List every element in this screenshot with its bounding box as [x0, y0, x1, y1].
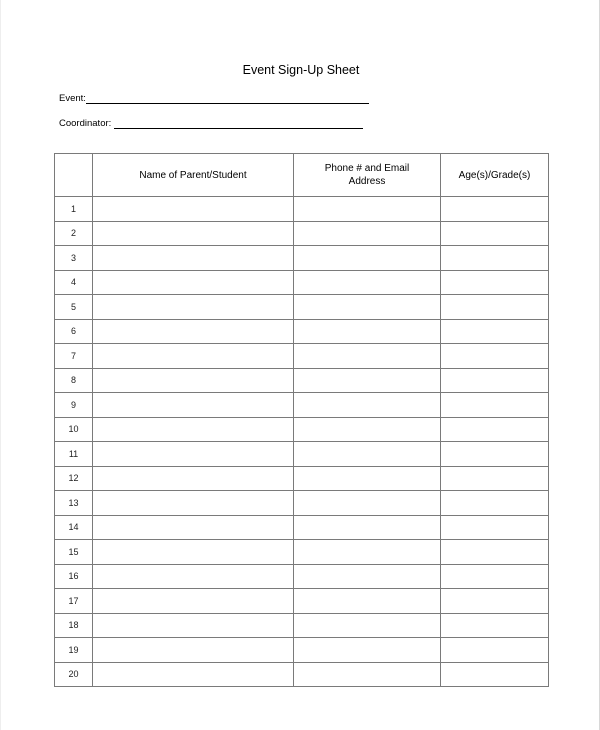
name-cell[interactable] — [93, 515, 294, 540]
phone-email-cell[interactable] — [294, 246, 441, 271]
age-grade-cell[interactable] — [441, 246, 549, 271]
age-grade-cell[interactable] — [441, 393, 549, 418]
age-grade-cell[interactable] — [441, 466, 549, 491]
age-grade-cell[interactable] — [441, 638, 549, 663]
row-number-cell: 5 — [55, 295, 93, 320]
table-row — [55, 246, 549, 271]
name-cell[interactable] — [93, 270, 294, 295]
phone-email-cell[interactable] — [294, 540, 441, 565]
header-name-label: Name of Parent/Student — [139, 169, 247, 181]
name-cell[interactable] — [93, 197, 294, 222]
header-phone-label: Phone # and Email Address — [324, 163, 410, 187]
age-grade-cell[interactable] — [441, 515, 549, 540]
name-cell[interactable] — [93, 344, 294, 369]
age-grade-cell[interactable] — [441, 442, 549, 467]
phone-email-cell[interactable] — [294, 564, 441, 589]
event-field — [59, 93, 369, 104]
coordinator-field — [59, 118, 363, 129]
table-row — [55, 221, 549, 246]
phone-email-cell[interactable] — [294, 368, 441, 393]
header-phone — [294, 154, 441, 197]
phone-email-cell[interactable] — [294, 344, 441, 369]
age-grade-cell[interactable] — [441, 270, 549, 295]
phone-email-cell[interactable] — [294, 393, 441, 418]
age-grade-cell[interactable] — [441, 295, 549, 320]
table-row — [55, 319, 549, 344]
table-row — [55, 417, 549, 442]
row-number-cell: 3 — [55, 246, 93, 271]
name-cell[interactable] — [93, 613, 294, 638]
table-row — [55, 638, 549, 663]
table-row — [55, 613, 549, 638]
name-cell[interactable] — [93, 246, 294, 271]
phone-email-cell[interactable] — [294, 442, 441, 467]
row-number-cell: 2 — [55, 221, 93, 246]
row-number-cell: 18 — [55, 613, 93, 638]
name-cell[interactable] — [93, 540, 294, 565]
name-cell[interactable] — [93, 589, 294, 614]
table-row — [55, 197, 549, 222]
phone-email-cell[interactable] — [294, 197, 441, 222]
table-header-row — [55, 154, 549, 197]
row-number-cell: 9 — [55, 393, 93, 418]
name-cell[interactable] — [93, 393, 294, 418]
name-cell[interactable] — [93, 466, 294, 491]
age-grade-cell[interactable] — [441, 197, 549, 222]
table-row — [55, 515, 549, 540]
age-grade-cell[interactable] — [441, 319, 549, 344]
age-grade-cell[interactable] — [441, 221, 549, 246]
age-grade-cell[interactable] — [441, 564, 549, 589]
table-row — [55, 491, 549, 516]
table-row — [55, 393, 549, 418]
table-row — [55, 540, 549, 565]
table-row — [55, 295, 549, 320]
age-grade-cell[interactable] — [441, 417, 549, 442]
phone-email-cell[interactable] — [294, 638, 441, 663]
name-cell[interactable] — [93, 442, 294, 467]
name-cell[interactable] — [93, 319, 294, 344]
age-grade-cell[interactable] — [441, 540, 549, 565]
name-cell[interactable] — [93, 491, 294, 516]
age-grade-cell[interactable] — [441, 613, 549, 638]
header-name — [93, 154, 294, 197]
phone-email-cell[interactable] — [294, 613, 441, 638]
row-number-cell: 20 — [55, 662, 93, 687]
name-cell[interactable] — [93, 221, 294, 246]
name-cell[interactable] — [93, 295, 294, 320]
phone-email-cell[interactable] — [294, 221, 441, 246]
row-number-cell: 11 — [55, 442, 93, 467]
table-row — [55, 344, 549, 369]
age-grade-cell[interactable] — [441, 589, 549, 614]
table-row — [55, 270, 549, 295]
name-cell[interactable] — [93, 638, 294, 663]
row-number-cell: 12 — [55, 466, 93, 491]
name-cell[interactable] — [93, 368, 294, 393]
age-grade-cell[interactable] — [441, 368, 549, 393]
row-number-cell: 6 — [55, 319, 93, 344]
row-number-cell: 17 — [55, 589, 93, 614]
row-number-cell: 16 — [55, 564, 93, 589]
table-row — [55, 442, 549, 467]
phone-email-cell[interactable] — [294, 466, 441, 491]
age-grade-cell[interactable] — [441, 491, 549, 516]
row-number-cell: 8 — [55, 368, 93, 393]
row-number-cell: 1 — [55, 197, 93, 222]
header-age — [441, 154, 549, 197]
row-number-cell: 13 — [55, 491, 93, 516]
row-number-cell: 4 — [55, 270, 93, 295]
age-grade-cell[interactable] — [441, 344, 549, 369]
row-number-cell: 14 — [55, 515, 93, 540]
name-cell[interactable] — [93, 662, 294, 687]
phone-email-cell[interactable] — [294, 589, 441, 614]
phone-email-cell[interactable] — [294, 417, 441, 442]
phone-email-cell[interactable] — [294, 295, 441, 320]
page-title: Event Sign-Up Sheet — [242, 63, 360, 77]
header-number — [55, 154, 93, 197]
phone-email-cell[interactable] — [294, 515, 441, 540]
row-number-cell: 19 — [55, 638, 93, 663]
event-blank-line[interactable] — [86, 93, 369, 104]
signup-table — [54, 153, 549, 687]
row-number-cell: 10 — [55, 417, 93, 442]
table-row — [55, 466, 549, 491]
event-label: Event: — [59, 93, 86, 104]
table-row — [55, 564, 549, 589]
header-age-label: Age(s)/Grade(s) — [458, 169, 531, 181]
coordinator-blank-line[interactable] — [114, 118, 363, 129]
age-grade-cell[interactable] — [441, 662, 549, 687]
table-row — [55, 368, 549, 393]
phone-email-cell[interactable] — [294, 662, 441, 687]
phone-email-cell[interactable] — [294, 491, 441, 516]
table-row — [55, 662, 549, 687]
row-number-cell: 7 — [55, 344, 93, 369]
row-number-cell: 15 — [55, 540, 93, 565]
table-body — [55, 197, 549, 687]
name-cell[interactable] — [93, 564, 294, 589]
phone-email-cell[interactable] — [294, 319, 441, 344]
name-cell[interactable] — [93, 417, 294, 442]
coordinator-label: Coordinator: — [59, 118, 112, 129]
table-row — [55, 589, 549, 614]
phone-email-cell[interactable] — [294, 270, 441, 295]
